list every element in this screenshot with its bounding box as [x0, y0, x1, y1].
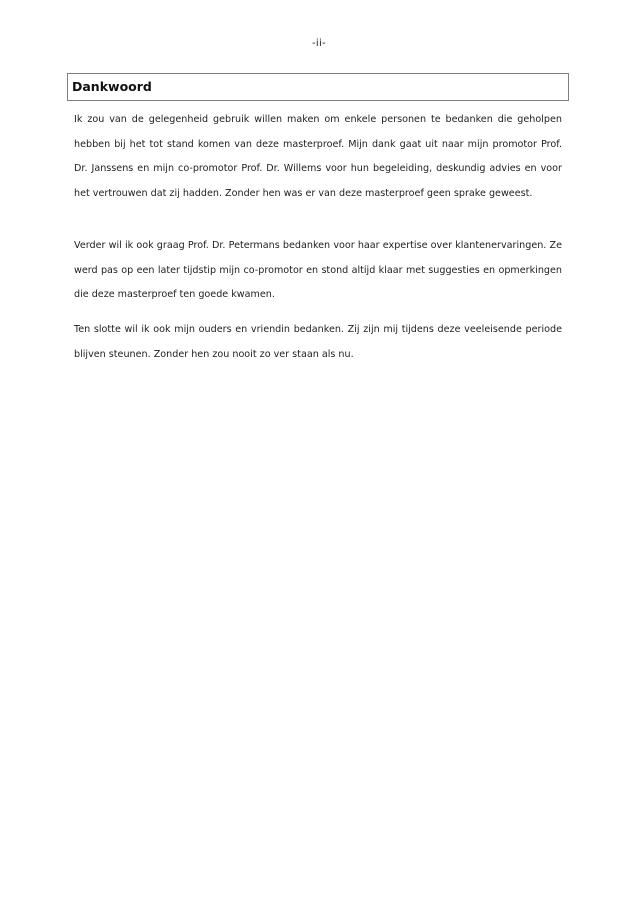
paragraph-1: Ik zou van de gelegenheid gebruik willen maken om enkele personen te bedanken die geholpen hebben bij het tot stand komen van deze masterproef. Mijn dank gaat uit naar mijn promotor Prof. Dr. Janssens en mijn co-promotor Prof. Dr. Willems voor hun begeleiding, deskundig advies en voor het vertrouwen dat zij hadden. Zonder hen was er van deze masterproef geen sprake geweest.	[74, 114, 562, 199]
paragraph-2: Verder wil ik ook graag Prof. Dr. Petermans bedanken voor haar expertise over klantenervaringen. Ze werd pas op een later tijdstip mijn co-promotor en stond altijd klaar met suggesties en opmerkingen die deze masterproef ten goede kwamen.	[74, 240, 562, 300]
section-heading-box	[67, 73, 569, 101]
section-title: Dankwoord	[72, 79, 152, 94]
paragraph-3: Ten slotte wil ik ook mijn ouders en vriendin bedanken. Zij zijn mij tijdens deze veeleisende periode blijven steunen. Zonder hen zou nooit zo ver staan als nu.	[74, 324, 562, 360]
page-number: -ii-	[312, 38, 326, 49]
